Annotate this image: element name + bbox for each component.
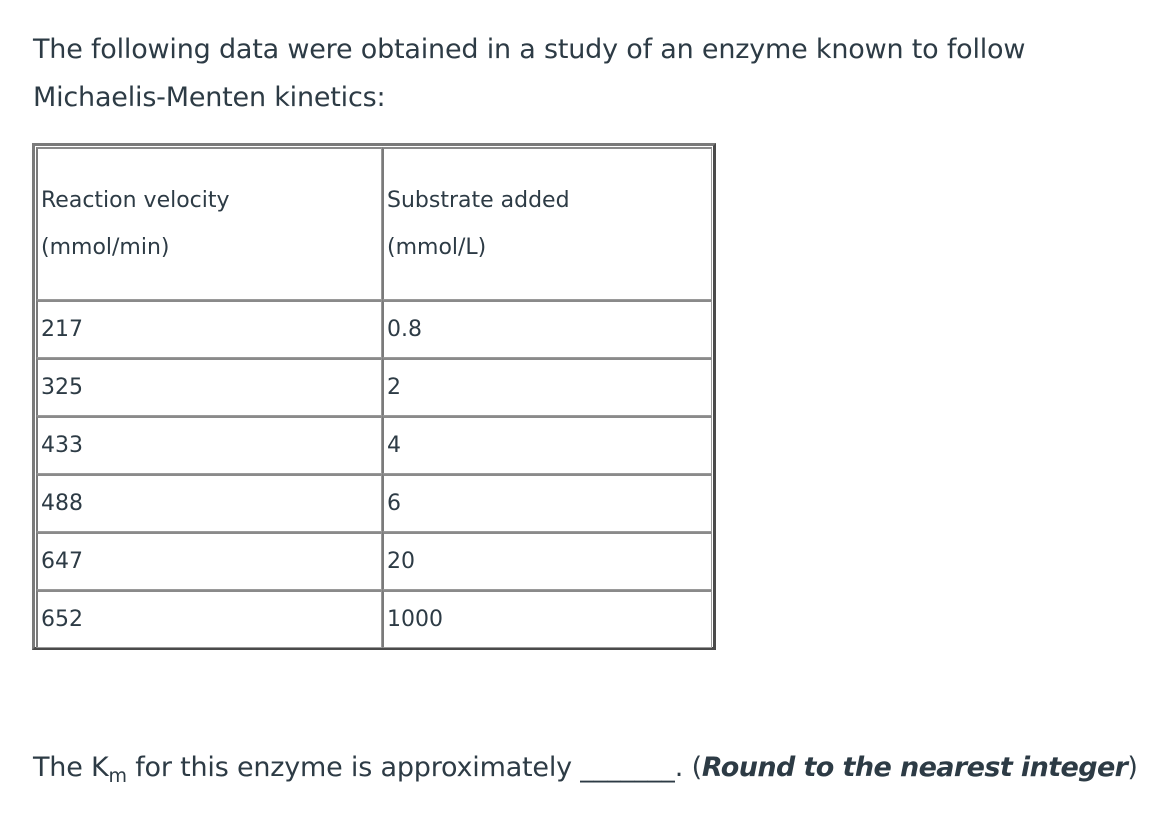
question-prefix: The K xyxy=(33,752,109,783)
table-row xyxy=(36,358,712,416)
substrate-cell: 0.8 xyxy=(382,300,712,358)
substrate-cell: 1000 xyxy=(382,590,712,648)
intro-line-2: Michaelis-Menten kinetics: xyxy=(33,82,386,113)
velocity-cell: 217 xyxy=(36,300,382,358)
header-reaction-velocity xyxy=(36,147,382,300)
velocity-cell: 488 xyxy=(36,474,382,532)
table-row xyxy=(36,416,712,474)
table-row xyxy=(36,590,712,648)
header-velocity-line1: Reaction velocity xyxy=(41,188,230,213)
table-row xyxy=(36,300,712,358)
velocity-cell: 647 xyxy=(36,532,382,590)
note-paren-open: ( xyxy=(691,752,702,783)
answer-blank: _______ xyxy=(580,752,675,783)
velocity-cell: 325 xyxy=(36,358,382,416)
velocity-cell: 433 xyxy=(36,416,382,474)
question-after-blank: . xyxy=(674,752,692,783)
substrate-cell: 20 xyxy=(382,532,712,590)
note-paren-close: ) xyxy=(1127,752,1138,783)
velocity-cell: 652 xyxy=(36,590,382,648)
header-substrate-added xyxy=(382,147,712,300)
table-row xyxy=(36,474,712,532)
question-intro xyxy=(33,26,1123,122)
table-row xyxy=(36,532,712,590)
kinetics-data-table xyxy=(36,147,712,648)
data-table-frame xyxy=(32,143,716,650)
substrate-cell: 6 xyxy=(382,474,712,532)
table-header-row xyxy=(36,147,712,300)
intro-line-1: The following data were obtained in a study of an enzyme known to follow xyxy=(33,34,1026,65)
substrate-cell: 4 xyxy=(382,416,712,474)
header-velocity-line2: (mmol/min) xyxy=(41,235,170,260)
km-subscript: m xyxy=(108,765,127,787)
rounding-note: Round to the nearest integer xyxy=(701,752,1128,783)
header-substrate-line2: (mmol/L) xyxy=(387,235,487,260)
substrate-cell: 2 xyxy=(382,358,712,416)
km-question xyxy=(33,752,1138,787)
header-substrate-line1: Substrate added xyxy=(387,188,570,213)
question-middle: for this enzyme is approximately xyxy=(126,752,581,783)
